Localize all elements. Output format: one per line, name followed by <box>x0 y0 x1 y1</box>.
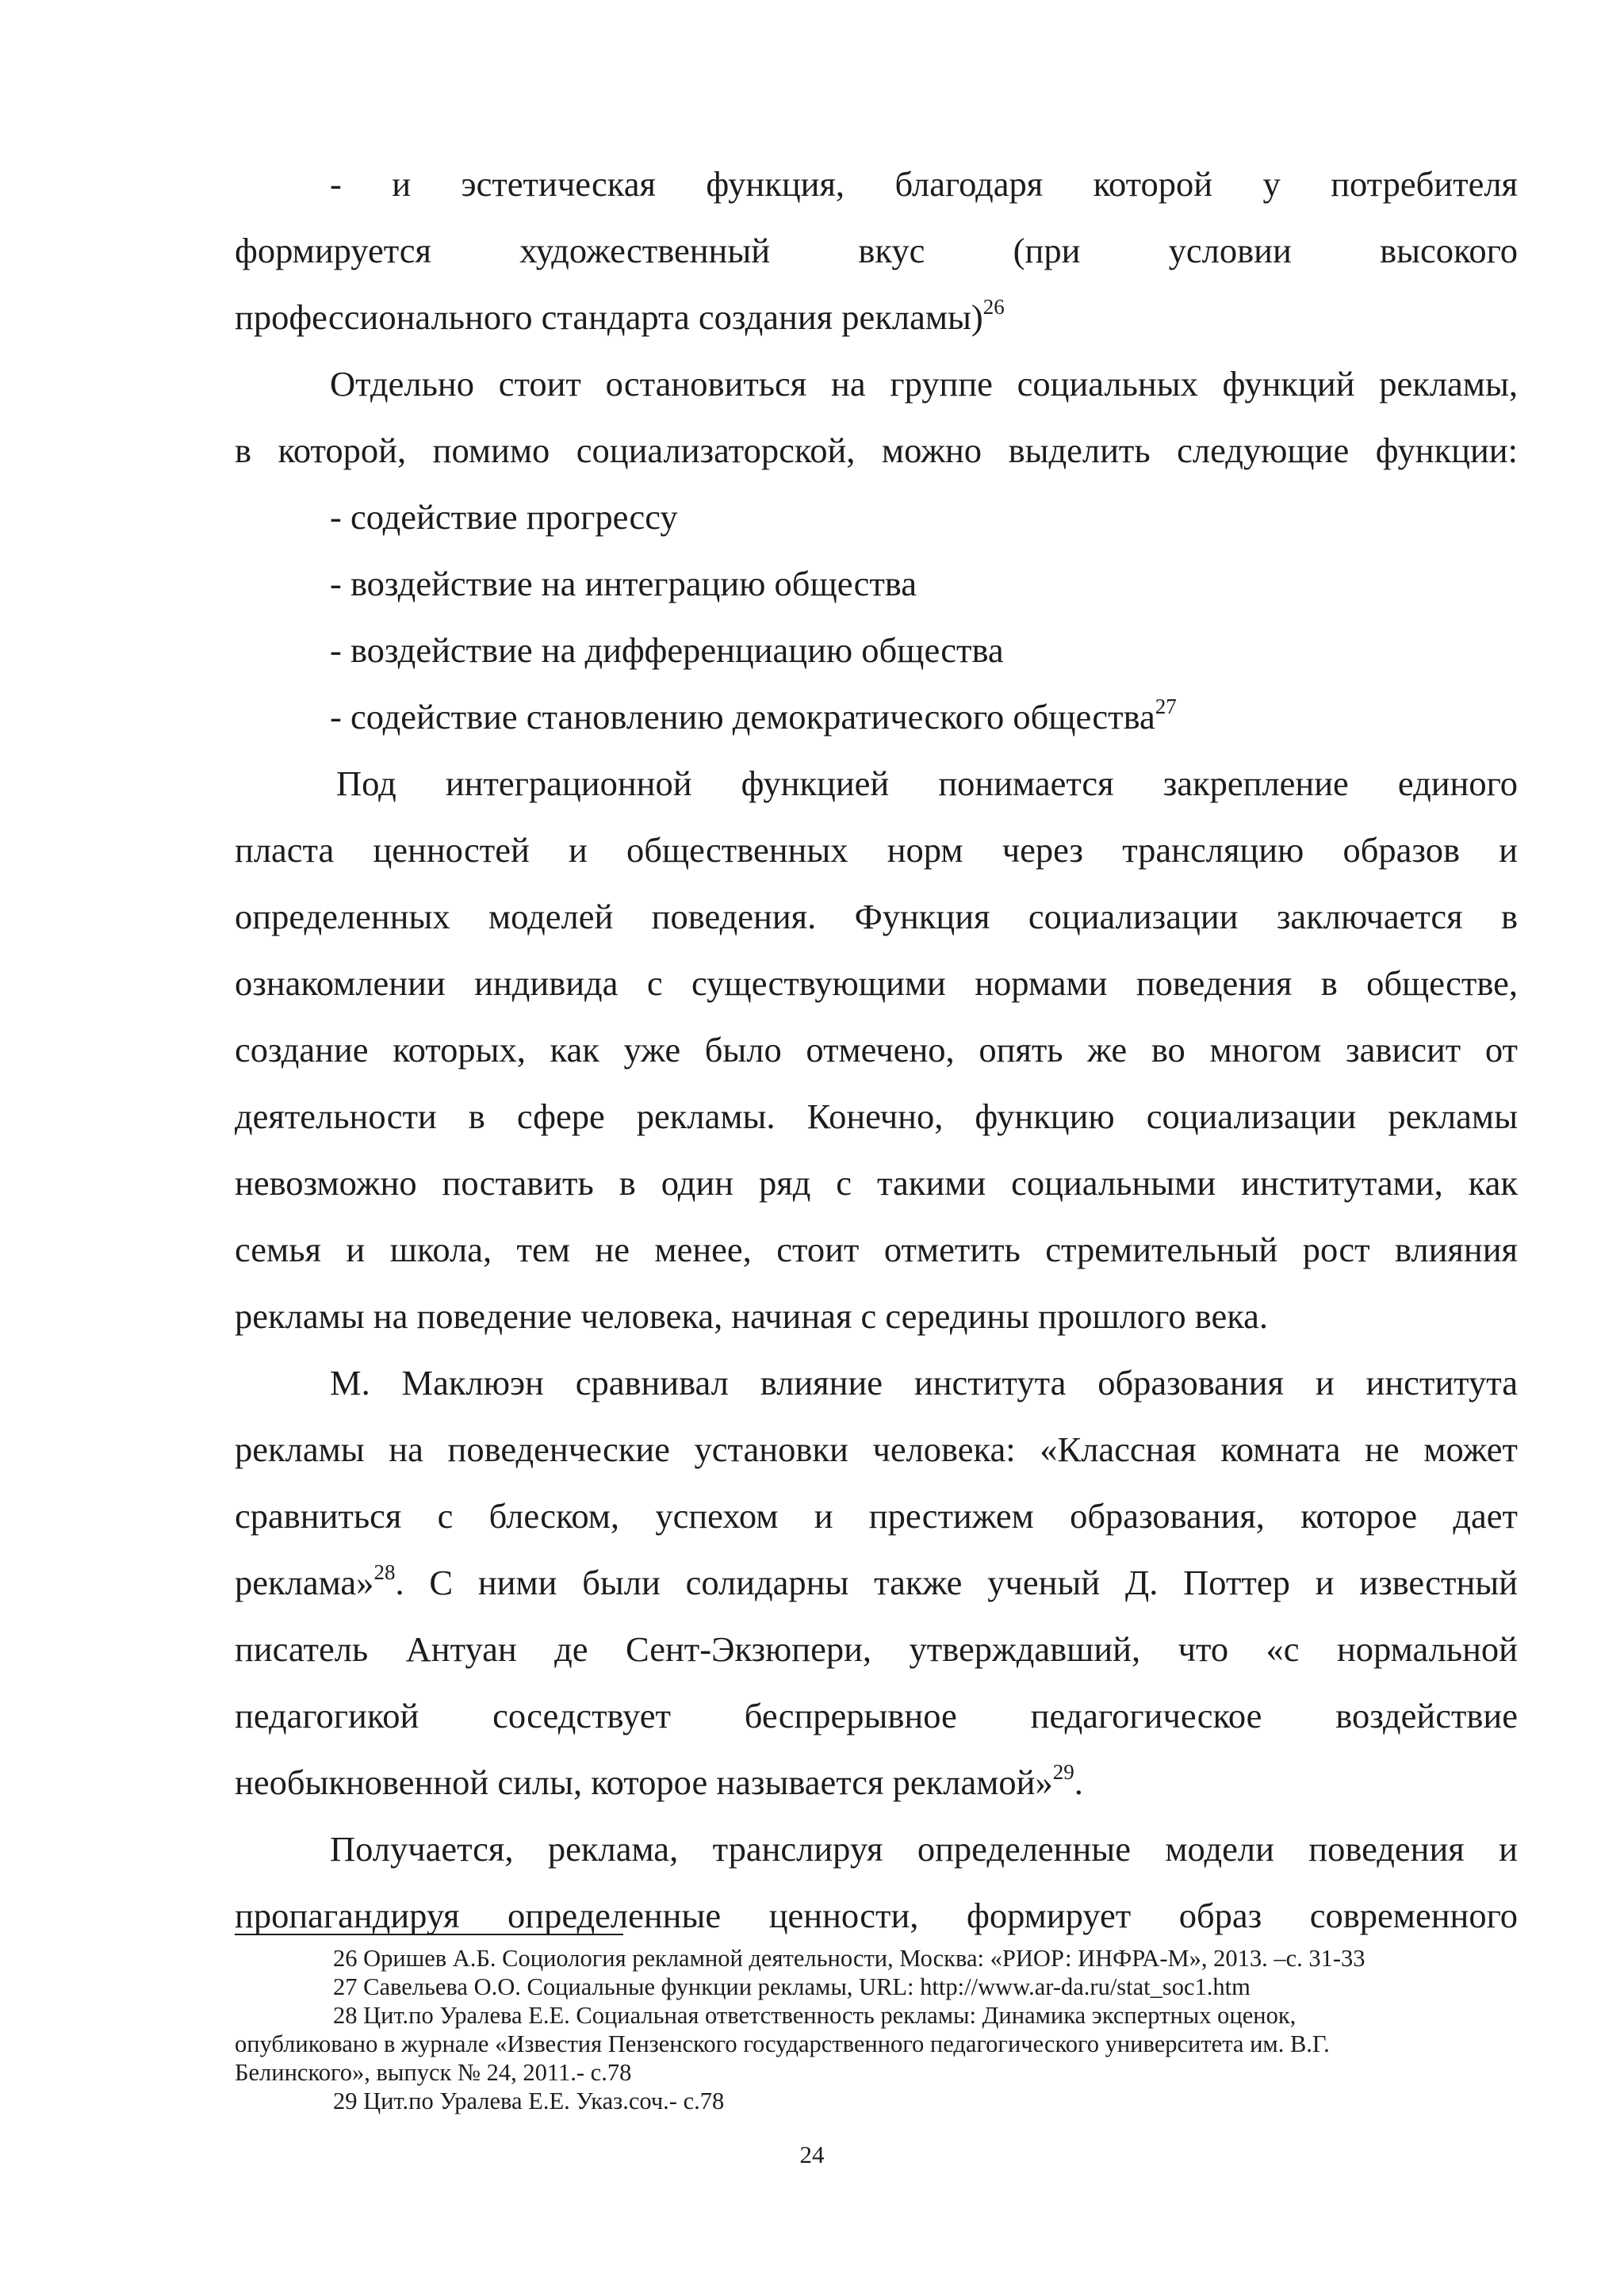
footnote-27: 27 Савельева О.О. Социальные функции рекламы, URL: http://www.ar-da.ru/stat_soc1.htm <box>333 1973 1251 2000</box>
paragraph-4-line-4-text-a: реклама» <box>235 1563 374 1602</box>
paragraph-1-line-2: формируется художественный вкус (при условии высокого <box>235 231 1518 270</box>
list-item: - воздействие на дифференциацию общества <box>330 630 1004 670</box>
footnote-29: 29 Цит.по Уралева Е.Е. Указ.соч.- с.78 <box>333 2087 725 2114</box>
footnotes <box>235 1944 1519 2115</box>
list-item-text: - содействие становлению демократического общества <box>330 697 1155 737</box>
paragraph-1-line-3-text: профессионального стандарта создания рекламы) <box>235 297 983 337</box>
paragraph-4-line-7 <box>235 1749 1518 1816</box>
paragraph-3-line-1: Под интеграционной функцией понимается закрепление единого <box>336 763 1518 803</box>
paragraph-1-line-3 <box>235 284 1518 350</box>
footnote-divider <box>235 1934 623 1935</box>
paragraph-3-line-6: деятельности в сфере рекламы. Конечно, функцию социализации рекламы <box>235 1096 1518 1136</box>
paragraph-3-line-4: ознакомлении индивида с существующими нормами поведения в обществе, <box>235 963 1518 1003</box>
list-item: - содействие прогрессу <box>330 497 678 537</box>
paragraph-2-line-1: Отдельно стоит остановиться на группе социальных функций рекламы, <box>330 364 1518 404</box>
paragraph-4-line-6: педагогикой соседствует беспрерывное педагогическое воздействие <box>235 1696 1518 1735</box>
paragraph-5-line-2: пропагандируя определенные ценности, формирует образ современного <box>235 1896 1518 1935</box>
footnote-28-line-3: Белинского», выпуск № 24, 2011.- с.78 <box>235 2059 632 2086</box>
paragraph-5-line-1: Получается, реклама, транслируя определенные модели поведения и <box>330 1829 1518 1869</box>
paragraph-3-line-2: пласта ценностей и общественных норм через трансляцию образов и <box>235 830 1518 870</box>
paragraph-4-line-3: сравниться с блеском, успехом и престижем образования, которое дает <box>235 1496 1518 1536</box>
list-item: - воздействие на интеграцию общества <box>330 564 917 603</box>
paragraph-1-line-1: - и эстетическая функция, благодаря которой у потребителя <box>330 164 1518 204</box>
footnote-ref-27: 27 <box>1155 695 1177 719</box>
footnote-28-line-1: 28 Цит.по Уралева Е.Е. Социальная ответственность рекламы: Динамика экспертных оценок, <box>333 2002 1297 2029</box>
paragraph-4-line-5: писатель Антуан де Сент-Экзюпери, утверждавший, что «с нормальной <box>235 1629 1518 1669</box>
paragraph-4-line-4-text-b: . С ними были солидарны также ученый Д. Поттер и известный <box>395 1563 1518 1602</box>
paragraph-4-line-1: М. Маклюэн сравнивал влияние института образования и института <box>330 1363 1518 1402</box>
paragraph-4-line-7-text-b: . <box>1074 1762 1083 1802</box>
document-body <box>235 151 1518 1949</box>
paragraph-3-line-8: семья и школа, тем не менее, стоит отметить стремительный рост влияния <box>235 1230 1518 1269</box>
footnote-ref-26: 26 <box>982 295 1005 320</box>
paragraph-4-line-4 <box>235 1549 1518 1616</box>
footnote-28-line-2: опубликовано в журнале «Известия Пензенского государственного педагогического университета им. В.Г. <box>235 2030 1330 2057</box>
paragraph-2-line-2: в которой, помимо социализаторской, можно выделить следующие функции: <box>235 430 1518 470</box>
paragraph-4-line-2: рекламы на поведенческие установки человека: «Классная комната не может <box>235 1429 1518 1469</box>
footnote-26: 26 Оришев А.Б. Социология рекламной деятельности, Москва: «РИОР: ИНФРА-М», 2013. –с. 31-33 <box>333 1945 1365 1972</box>
paragraph-3-line-7: невозможно поставить в один ряд с такими социальными институтами, как <box>235 1163 1518 1203</box>
paragraph-3-line-3: определенных моделей поведения. Функция социализации заключается в <box>235 897 1518 936</box>
footnote-ref-29: 29 <box>1052 1760 1074 1785</box>
footnote-ref-28: 28 <box>373 1560 396 1585</box>
paragraph-3-line-9: рекламы на поведение человека, начиная с середины прошлого века. <box>235 1296 1269 1336</box>
list-item <box>235 683 1518 750</box>
paragraph-4-line-7-text-a: необыкновенной силы, которое называется рекламой» <box>235 1762 1053 1802</box>
paragraph-3-line-5: создание которых, как уже было отмечено, опять же во многом зависит от <box>235 1030 1518 1070</box>
page-number: 24 <box>799 2141 825 2168</box>
